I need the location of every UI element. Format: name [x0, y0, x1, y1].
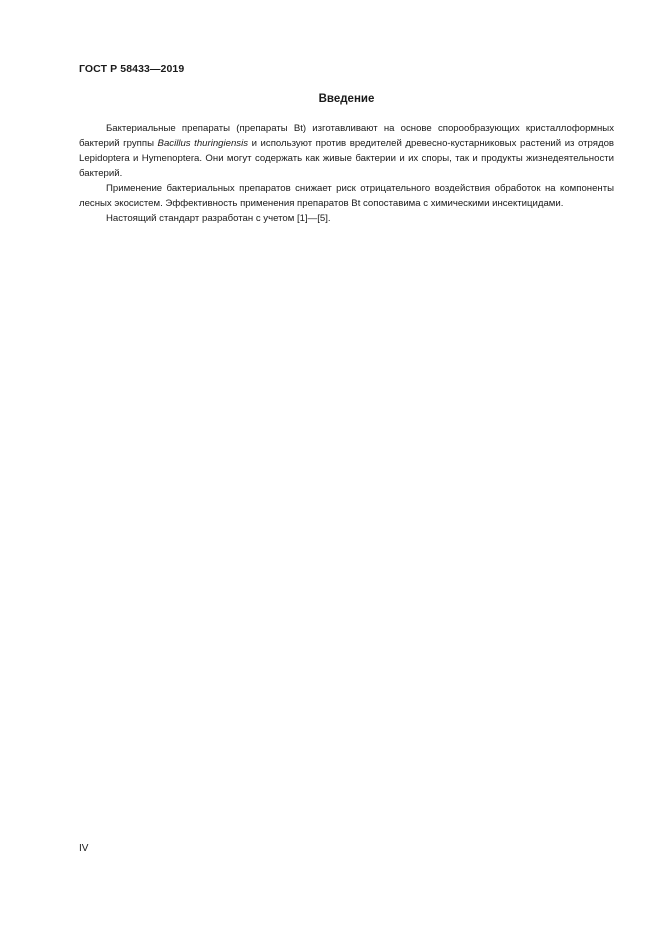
- paragraph-1-end: и используют против вредителей древесно-кустарниковых растений из отрядов Lepidoptera и Hymenoptera. Они могут содержать как живые бактерии и их споры, так и продукты жизнедеятельности бактерий.: [79, 138, 614, 179]
- section-title: Введение: [318, 93, 375, 105]
- introduction-body: [79, 121, 614, 226]
- page-number: IV: [79, 843, 89, 854]
- document-code: ГОСТ Р 58433—2019: [79, 63, 185, 75]
- paragraph-1-start: Бактериальные препараты (препараты Bt) изготавливают на основе спорообразующих кристаллоформных бактерий группы: [79, 123, 614, 149]
- paragraph-1: [79, 121, 614, 181]
- paragraph-3: Настоящий стандарт разработан с учетом [1]—[5].: [106, 213, 331, 224]
- paragraph-2: Применение бактериальных препаратов снижает риск отрицательного воздействия обработок на компоненты лесных экосистем. Эффективность применения препаратов Bt сопоставима с химическими инсектицидами.: [79, 183, 614, 209]
- species-name: Bacillus thuringiensis: [157, 138, 249, 149]
